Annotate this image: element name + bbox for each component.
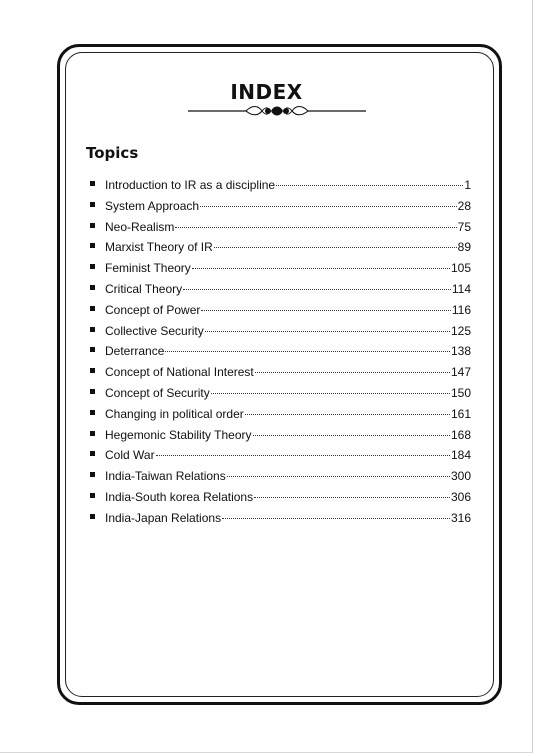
toc-entry-title: Hegemonic Stability Theory	[105, 427, 252, 442]
toc-entry-page: 184	[450, 448, 471, 463]
toc-entry-title: India-Taiwan Relations	[105, 469, 226, 484]
bullet-icon	[90, 223, 95, 228]
toc-entry-title: Changing in political order	[105, 406, 244, 421]
bullet-icon	[90, 514, 95, 519]
toc-entry-page: 1	[464, 178, 471, 192]
toc-entry	[90, 303, 471, 324]
bullet-icon	[90, 347, 95, 352]
dot-leader	[245, 414, 450, 415]
bullet-icon	[90, 431, 95, 436]
toc-entry	[90, 220, 471, 241]
toc-entry-page: 89	[457, 240, 471, 255]
toc-entry-page: 168	[450, 427, 471, 442]
toc-entry-title: Concept of National Interest	[105, 365, 254, 380]
toc-entry-title: Cold War	[105, 448, 155, 463]
bullet-icon	[90, 368, 95, 373]
toc-entry-title: Introduction to IR as a discipline	[105, 178, 276, 192]
bullet-icon	[90, 264, 95, 269]
toc-entry	[90, 365, 471, 386]
bullet-icon	[90, 472, 95, 477]
dot-leader	[192, 268, 450, 269]
toc-entry	[90, 178, 471, 199]
dot-leader	[211, 393, 450, 394]
toc-entry-page: 125	[450, 323, 471, 338]
toc-entry-page: 138	[450, 344, 471, 359]
dot-leader	[183, 289, 451, 290]
dot-leader	[175, 227, 456, 228]
section-heading-topics: Topics	[86, 144, 139, 162]
toc-entry	[90, 240, 471, 261]
toc-entry-title: Neo-Realism	[105, 219, 175, 234]
dot-leader	[214, 247, 457, 248]
toc-entry-title: Feminist Theory	[105, 261, 191, 276]
bullet-icon	[90, 202, 95, 207]
toc-entry-title: Concept of Security	[105, 385, 210, 400]
dot-leader	[222, 518, 450, 519]
bullet-icon	[90, 327, 95, 332]
toc-entry-title: Concept of Power	[105, 302, 201, 317]
dot-leader	[156, 455, 450, 456]
toc-entry	[90, 199, 471, 220]
dot-leader	[165, 351, 450, 352]
toc-entry-page: 316	[450, 510, 471, 525]
toc-entry-title: India-South korea Relations	[105, 489, 254, 504]
toc-entry	[90, 386, 471, 407]
bullet-icon	[90, 389, 95, 394]
table-of-contents	[90, 178, 471, 532]
toc-entry-page: 306	[450, 489, 471, 504]
toc-entry-title: Deterrance	[105, 344, 165, 359]
toc-entry-page: 147	[450, 365, 471, 380]
toc-entry	[90, 448, 471, 469]
dot-leader	[255, 372, 450, 373]
dot-leader	[253, 435, 450, 436]
toc-entry-title: System Approach	[105, 198, 200, 213]
toc-entry-page: 150	[450, 385, 471, 400]
toc-entry	[90, 490, 471, 511]
toc-entry-title: India-Japan Relations	[105, 510, 222, 525]
toc-entry	[90, 511, 471, 532]
toc-entry	[90, 469, 471, 490]
toc-entry-page: 300	[450, 469, 471, 484]
dot-leader	[227, 476, 450, 477]
bullet-icon	[90, 493, 95, 498]
dot-leader	[200, 206, 457, 207]
toc-entry-page: 75	[457, 219, 471, 234]
toc-entry	[90, 344, 471, 365]
dot-leader	[201, 310, 450, 311]
dot-leader	[276, 185, 463, 186]
decorative-divider-icon	[188, 104, 366, 118]
bullet-icon	[90, 410, 95, 415]
toc-entry-title: Critical Theory	[105, 281, 183, 296]
toc-entry-title: Collective Security	[105, 323, 204, 338]
toc-entry-page: 28	[457, 198, 471, 213]
page-title: INDEX	[230, 80, 303, 104]
bullet-icon	[90, 181, 95, 186]
dot-leader	[205, 331, 450, 332]
bullet-icon	[90, 243, 95, 248]
bullet-icon	[90, 451, 95, 456]
toc-entry	[90, 407, 471, 428]
bullet-icon	[90, 306, 95, 311]
toc-entry	[90, 282, 471, 303]
toc-entry	[90, 261, 471, 282]
bullet-icon	[90, 285, 95, 290]
toc-entry	[90, 324, 471, 345]
toc-entry-page: 116	[451, 302, 471, 317]
toc-entry-title: Marxist Theory of IR	[105, 240, 213, 255]
toc-entry	[90, 428, 471, 449]
toc-entry-page: 114	[451, 281, 471, 296]
toc-entry-page: 105	[450, 261, 471, 276]
toc-entry-page: 161	[450, 406, 471, 421]
dot-leader	[254, 497, 450, 498]
